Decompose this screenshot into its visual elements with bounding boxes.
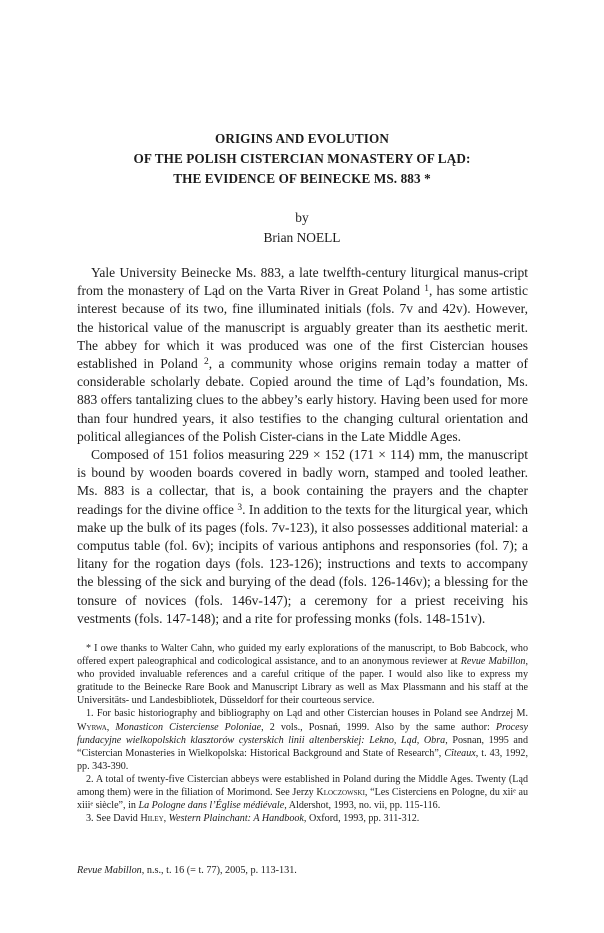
- footnote-2-book: La Pologne dans l’Église médiévale: [138, 800, 285, 812]
- paragraph-1-text-b: , has some artistic interest because of its two, fine illuminated initials (fols. 7v and 42v). However, the historical value of the manuscript is arguably greater than its aesthetic merit. The abbey for which it was produced was one of the first Cistercian houses established in Poland: [77, 283, 528, 372]
- journal-citation-footer: [77, 865, 297, 876]
- footnotes: [77, 642, 528, 825]
- footnote-1-text-e: , t. 43, 1992, pp. 343-390.: [77, 747, 529, 772]
- footnote-3-book: Western Plainchant: A Handbook: [168, 813, 304, 825]
- footnote-1-journal: Cîteaux: [444, 747, 476, 759]
- article-title: [60, 129, 544, 189]
- footnote-ref-3[interactable]: 3: [237, 502, 243, 513]
- footnote-1-author: Wyrwa: [77, 721, 107, 733]
- footnote-1-book-2: Procesy fundacyjne wielkopolskich klasztorów cysterskich linii altenberskiej: Lekno, Ląd, Obra: [77, 721, 529, 746]
- byline-by: by: [295, 210, 309, 225]
- footer-journal-name: Revue Mabillon: [77, 865, 142, 876]
- footnote-ref-1[interactable]: 1: [424, 283, 429, 294]
- footnote-3-text-a: 3. See David: [86, 813, 141, 825]
- footnote-star-journal: Revue Mabillon: [460, 656, 526, 668]
- title-line-1: ORIGINS AND EVOLUTION: [214, 131, 390, 146]
- footnote-1: [77, 707, 528, 772]
- footnote-star-text-b: , who provided invaluable references and a careful critique of the paper. I would also like to express my gratitude to the Beinecke Rare Book and Manuscript Library as well as Max Plassmann and his staff at the Universitäts- und Landesbibliotek, Düsseldorf for their courteous service.: [77, 656, 528, 707]
- footnote-3-text-b: ,: [163, 813, 169, 825]
- footnote-2-text-b: , “Les Cisterciens en Pologne, du xiiᵉ au xiiiᵉ siècle”, in: [77, 787, 529, 812]
- body-text: [77, 264, 528, 628]
- footnote-3-text-c: , Oxford, 1993, pp. 311-312.: [303, 813, 420, 825]
- title-line-2: OF THE POLISH CISTERCIAN MONASTERY OF LĄD:: [133, 151, 471, 166]
- footnote-1-text-b: ,: [106, 721, 116, 733]
- author-name: Brian NOELL: [263, 230, 341, 245]
- body-paragraph-2: [77, 446, 528, 628]
- footnote-1-text-c: , 2 vols., Posnań, 1999. Also by the same author:: [261, 721, 496, 733]
- title-line-3: THE EVIDENCE OF BEINECKE MS. 883 *: [173, 171, 431, 186]
- footnote-1-book-1: Monasticon Cisterciense Poloniae: [115, 721, 262, 733]
- paragraph-2-text-a: Composed of 151 folios measuring 229 × 152 (171 × 114) mm, the manuscript is bound by wooden boards covered in badly worn, stamped and tooled leather. Ms. 883 is a collectar, that is, a book containing the prayers and the chapter readings for the divine office: [77, 447, 528, 517]
- paragraph-2-text-b: . In addition to the texts for the liturgical year, which make up the bulk of its pages (fols. 7v-123), it also possesses additional material: a computus table (fol. 6v); incipits of various antiphons and responsories (fol. 7); a litany for the rogation days (fols. 123-126); instructions and texts to accompany the blessing of the sick and burying of the dead (fols. 126-146v); a blessing for the tonsure of novices (fols. 146v-147); a ceremony for a priest receiving his vestments (fols. 147-148); and a rite for professing monks (fols. 148-151v).: [77, 501, 528, 626]
- paragraph-1-text-c: , a community whose origins remain today a matter of considerable scholarly debate. Copied around the time of Ląd’s foundation, Ms. 883 offers tantalizing clues to the abbey’s early history. Having been used for more than four hundred years, it also testifies to the changing cultural orientation and political allegiances of the Polish Cister-cians in the Late Middle Ages.: [77, 356, 528, 444]
- footnote-2: [77, 773, 528, 812]
- footnote-2-author: Kloczowski: [316, 787, 365, 799]
- footnote-2-text-c: , Aldershot, 1993, no. vii, pp. 115-116.: [284, 800, 441, 812]
- footnote-1-text-a: 1. For basic historiography and bibliography on Ląd and other Cistercian houses in Poland see Andrzej M.: [86, 708, 528, 720]
- footnote-1-text-d: , Posnan, 1995 and “Cistercian Monasteries in Wielkopolska: Historical Background and State of Research”,: [77, 734, 528, 759]
- footnote-star-text-a: * I owe thanks to Walter Cahn, who guided my early explorations of the manuscript, to Bob Babcock, who offered expert paleographical and codicological assistance, and to an anonymous reviewer at: [77, 643, 528, 668]
- footnote-star: [77, 642, 528, 707]
- footnote-3: [77, 812, 528, 825]
- paragraph-1-text-a: Yale University Beinecke Ms. 883, a late twelfth-century liturgical manus-cript from the monastery of Ląd on the Varta River in Great Poland: [77, 265, 528, 299]
- footnote-ref-2[interactable]: 2: [204, 356, 209, 367]
- footer-citation-details: , n.s., t. 16 (= t. 77), 2005, p. 113-131.: [141, 865, 297, 876]
- footnote-2-text-a: 2. A total of twenty-five Cistercian abbeys were established in Poland during the Middle Ages. Twenty (Ląd among them) were in the filiation of Morimond. See Jerzy: [77, 773, 528, 799]
- body-paragraph-1: [77, 264, 528, 446]
- footnote-3-author: Hiley: [140, 813, 164, 825]
